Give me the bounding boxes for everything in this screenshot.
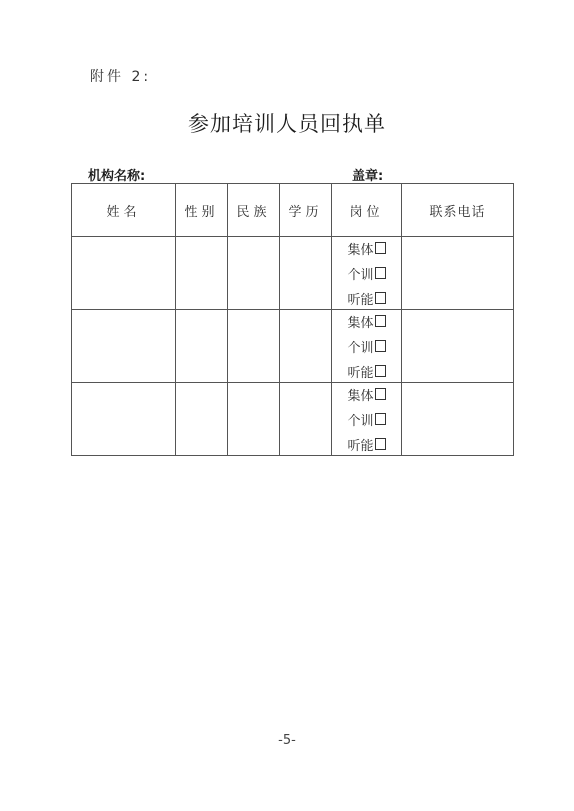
option-individual [347, 264, 385, 283]
checkbox[interactable] [375, 365, 386, 377]
option-hearing [347, 289, 385, 308]
position-options [332, 312, 401, 381]
option-label: 集体 [347, 242, 374, 258]
phone-cell[interactable] [402, 310, 514, 383]
position-cell [332, 237, 402, 310]
ethnicity-cell[interactable] [228, 310, 280, 383]
header-position: 岗位 [332, 184, 402, 237]
position-options [332, 385, 401, 454]
option-group [347, 239, 385, 258]
header-education: 学历 [280, 184, 332, 237]
table-row [72, 310, 514, 383]
option-label: 集体 [347, 315, 374, 331]
phone-cell[interactable] [402, 237, 514, 310]
option-label: 个训 [347, 340, 374, 356]
option-hearing [347, 362, 385, 381]
checkbox[interactable] [375, 413, 386, 425]
position-options [332, 239, 401, 308]
ethnicity-cell[interactable] [228, 237, 280, 310]
option-label: 集体 [347, 388, 374, 404]
header-ethnicity: 民族 [228, 184, 280, 237]
checkbox[interactable] [375, 388, 386, 400]
checkbox[interactable] [375, 242, 386, 254]
option-individual [347, 337, 385, 356]
table-row [72, 383, 514, 456]
page-number: -5- [278, 733, 296, 748]
education-cell[interactable] [280, 310, 332, 383]
checkbox[interactable] [375, 340, 386, 352]
attachment-label: 附件 2: [90, 69, 152, 85]
name-cell[interactable] [72, 383, 176, 456]
phone-cell[interactable] [402, 383, 514, 456]
document-title: 参加培训人员回执单 [188, 112, 386, 136]
option-label: 个训 [347, 413, 374, 429]
seal-label: 盖章: [352, 169, 384, 184]
gender-cell[interactable] [176, 237, 228, 310]
education-cell[interactable] [280, 383, 332, 456]
option-label: 听能 [347, 365, 374, 381]
checkbox[interactable] [375, 292, 386, 304]
header-phone: 联系电话 [402, 184, 514, 237]
table-header-row [72, 184, 514, 237]
org-name-label: 机构名称: [88, 169, 146, 184]
option-label: 听能 [347, 292, 374, 308]
header-gender: 性别 [176, 184, 228, 237]
name-cell[interactable] [72, 310, 176, 383]
checkbox[interactable] [375, 315, 386, 327]
gender-cell[interactable] [176, 383, 228, 456]
education-cell[interactable] [280, 237, 332, 310]
option-group [347, 312, 385, 331]
checkbox[interactable] [375, 267, 386, 279]
option-group [347, 385, 385, 404]
participant-table [71, 183, 514, 456]
gender-cell[interactable] [176, 310, 228, 383]
table-row [72, 237, 514, 310]
position-cell [332, 383, 402, 456]
position-cell [332, 310, 402, 383]
option-label: 个训 [347, 267, 374, 283]
header-name: 姓名 [72, 184, 176, 237]
ethnicity-cell[interactable] [228, 383, 280, 456]
option-individual [347, 410, 385, 429]
checkbox[interactable] [375, 438, 386, 450]
name-cell[interactable] [72, 237, 176, 310]
option-label: 听能 [347, 438, 374, 454]
option-hearing [347, 435, 385, 454]
